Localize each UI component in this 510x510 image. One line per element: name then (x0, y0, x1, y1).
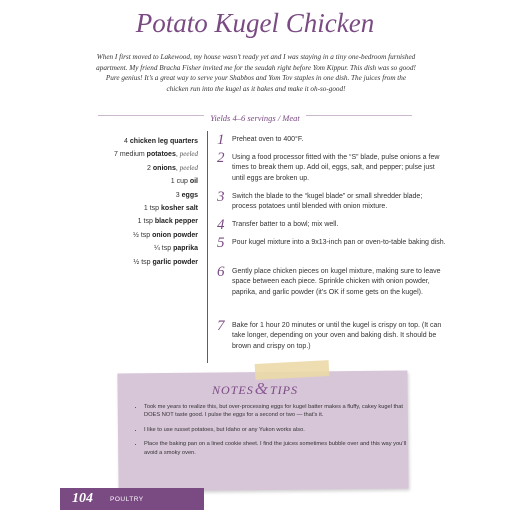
tip-item: • I like to use russet potatoes, but Idaho or any Yukon works also. (144, 426, 416, 434)
yields-row (0, 108, 510, 126)
step-7 (217, 318, 447, 352)
yields-label: Yields 4–6 servings / Meat (204, 113, 306, 123)
step-text: Switch the blade to the “kugel blade” or small shredder blade; process potatoes until blended with onion mixture. (232, 193, 423, 211)
step-number: 7 (217, 318, 225, 334)
tip-item: • Place the baking pan on a lined cookie sheet. I find the juices sometimes bubble over and this way you’ll avoid a smoky oven. (144, 440, 416, 457)
step-text: Bake for 1 hour 20 minutes or until the kugel is crispy on top. (It can take longer, depending on your oven and baking dish. It should be brown and crispy on top.) (232, 322, 442, 350)
ingredient-item: 1 tsp kosher salt (143, 205, 198, 213)
ingredient-item: 1 cup oil (170, 178, 198, 186)
ingredient-item: 1 tsp black pepper (137, 218, 198, 226)
step-text: Pour kugel mixture into a 9x13-inch pan or oven-to-table baking dish. (232, 239, 446, 246)
step-2 (217, 150, 447, 184)
step-text: Preheat oven to 400°F. (232, 136, 304, 143)
step-1 (217, 132, 447, 148)
ingredient-item: ½ tsp garlic powder (133, 258, 198, 266)
notes-title: NOTES&TIPS (212, 379, 298, 398)
step-number: 2 (217, 150, 225, 166)
step-5 (217, 235, 447, 251)
tip-item: • Took me years to realize this, but over-processing eggs for kugel batter makes a fluffy, cakey kugel that DOES NOT taste good. I pulse the eggs for a second or two — that’s it. (144, 403, 416, 420)
ingredient-item: ¼ tsp paprika (154, 245, 198, 253)
ingredient-item: ½ tsp onion powder (133, 231, 198, 239)
ingredient-item: 2 onions, peeled (147, 163, 198, 172)
step-number: 5 (217, 235, 225, 251)
ingredient-list (60, 135, 198, 269)
tips-list (134, 403, 416, 463)
step-4 (217, 217, 447, 233)
column-divider (207, 131, 208, 363)
recipe-title: Potato Kugel Chicken (135, 8, 375, 38)
ingredient-item: 4 chicken leg quarters (124, 138, 198, 145)
step-6 (217, 264, 447, 298)
step-number: 6 (217, 264, 225, 280)
step-number: 4 (217, 217, 225, 233)
step-3 (217, 189, 447, 213)
recipe-intro: When I first moved to Lakewood, my house wasn’t ready yet and I was staying in a tiny one-bedroom furnished apartment. My friend Bracha Fisher invited me for the seudah right before Yom Kippur. This dish was so good! Pure genius! It’s a great way to serve your Shabbos and Yom Tov staples in one dish. The juices from the chicken run into the kugel as it bakes and make it oh-so-good! (96, 53, 416, 93)
step-text: Using a food processor fitted with the “S” blade, pulse onions a few times to break them up. Add oil, eggs, salt, and pepper; pulse just until eggs are broken up. (232, 154, 440, 182)
section-label: POULTRY (110, 496, 144, 503)
ingredient-item: 3 eggs (175, 191, 198, 199)
ingredient-item: 7 medium potatoes, peeled (113, 150, 198, 159)
page-number: 104 (72, 491, 93, 506)
step-text: Transfer batter to a bowl; mix well. (232, 221, 339, 228)
step-text: Gently place chicken pieces on kugel mixture, making sure to leave space between each piece. Sprinkle chicken with onion powder, paprika, and garlic powder (it’s OK if some gets on the kugel). (232, 268, 441, 296)
step-number: 3 (217, 189, 225, 205)
step-number: 1 (217, 132, 225, 148)
